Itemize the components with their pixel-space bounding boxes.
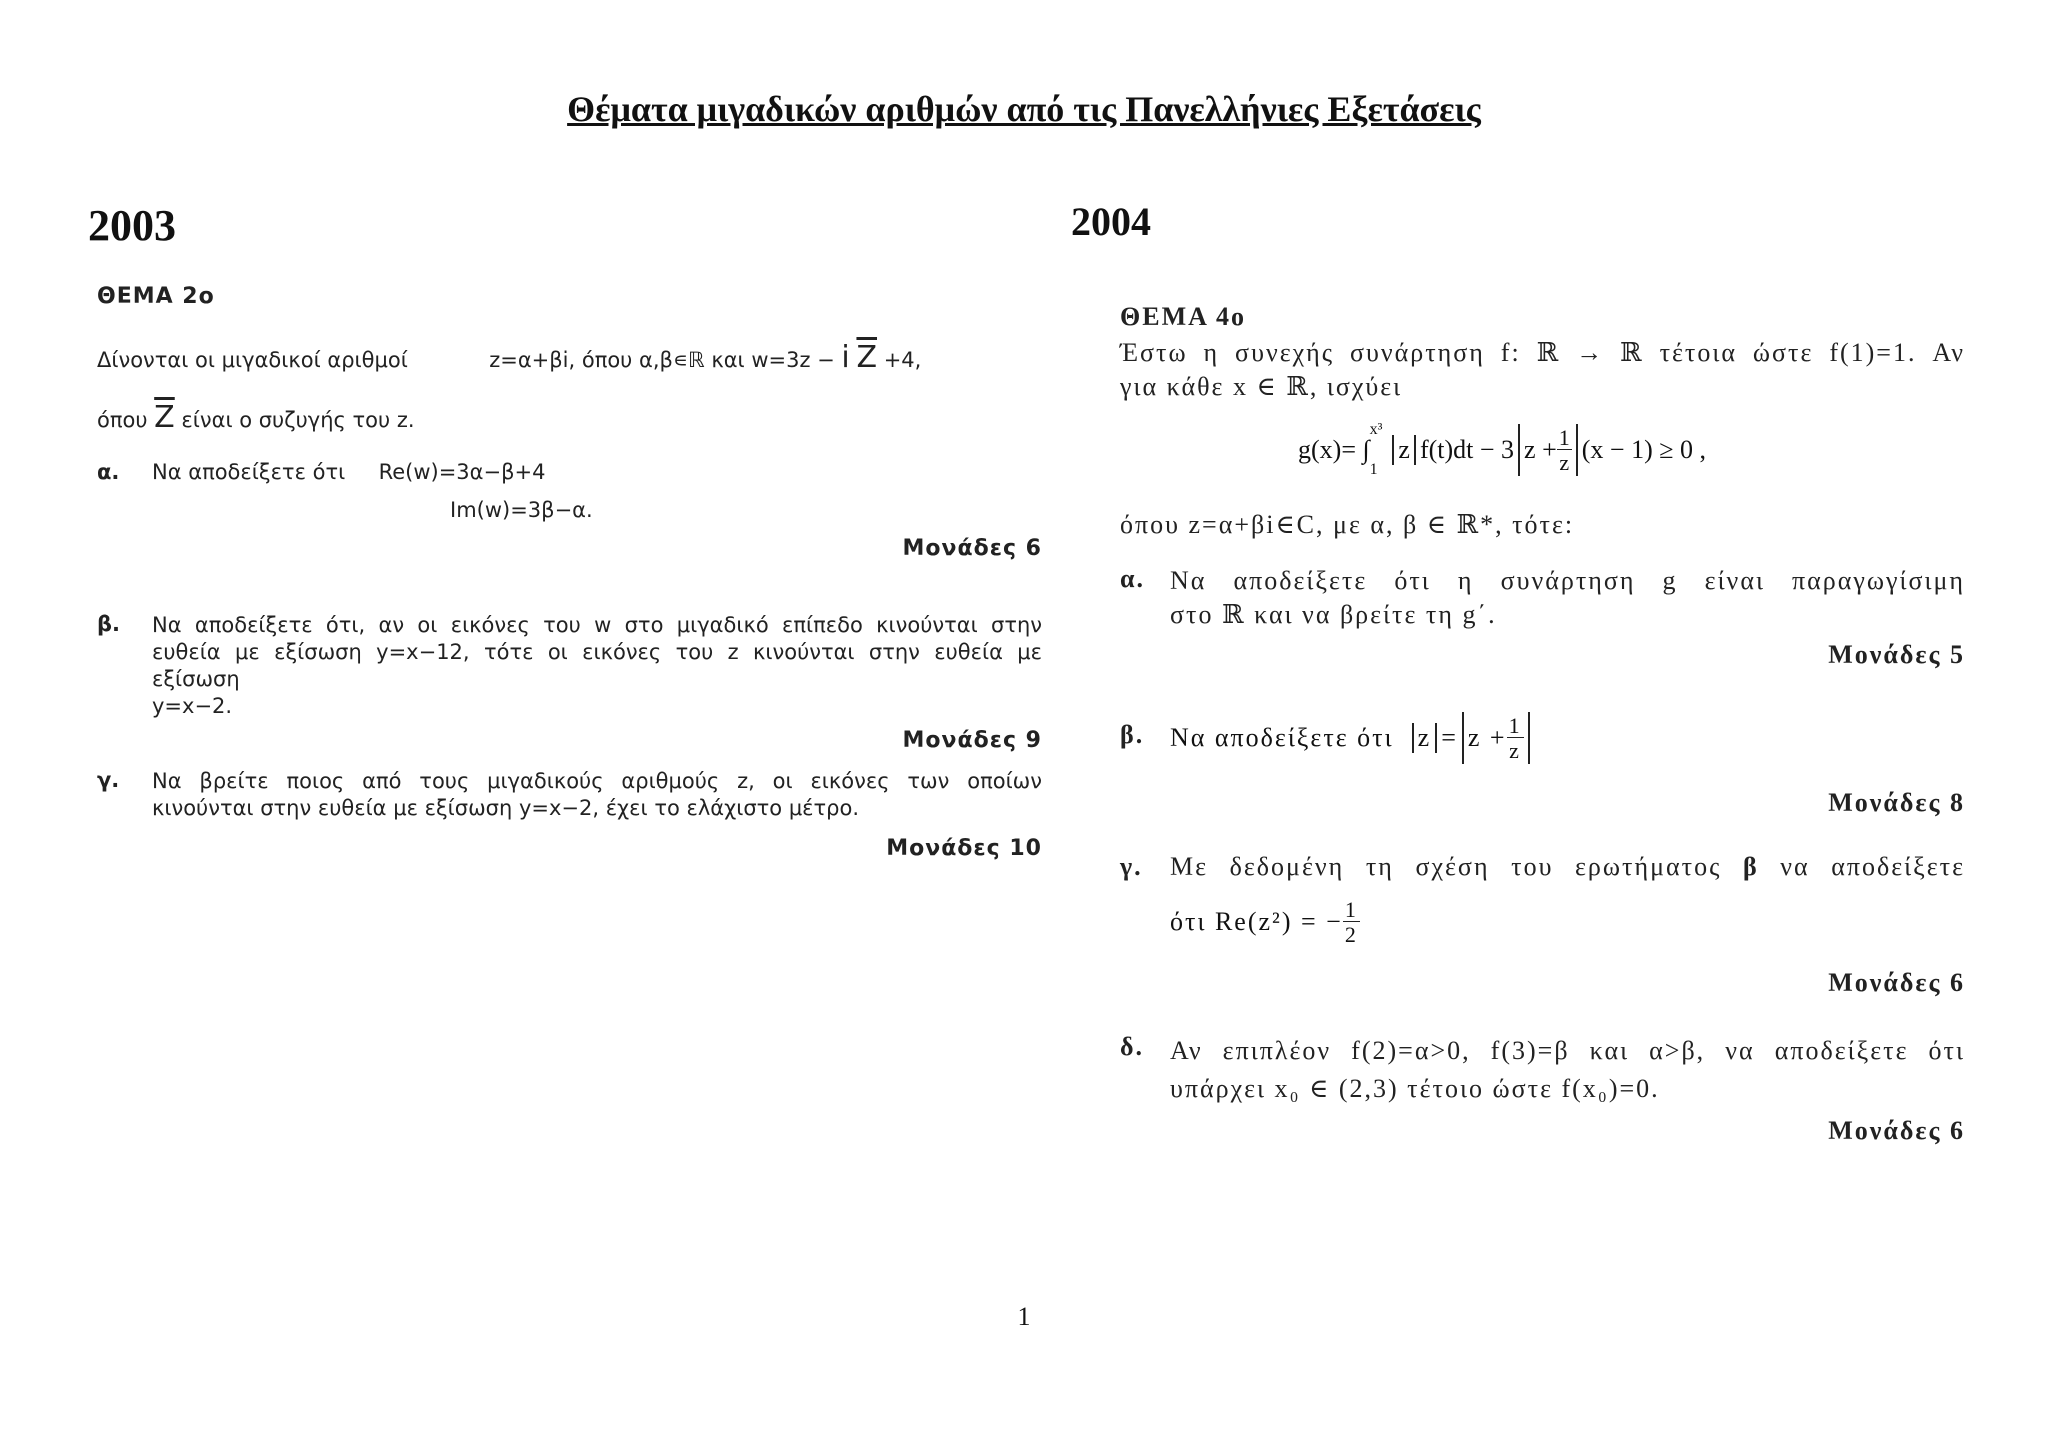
right-part-c-ref: β	[1742, 852, 1759, 881]
right-part-b-prompt: Να αποδείξετε ότι	[1170, 723, 1394, 752]
right-part-d-text	[1170, 1032, 1965, 1108]
right-part-a-label: α.	[1120, 564, 1146, 593]
left-intro-formula: z=α+βi, όπου α,β∊ℝ και w=3z −	[489, 348, 842, 372]
left-part-b-label: β.	[97, 612, 121, 636]
right-part-c-marks: Μονάδες 6	[1828, 968, 1965, 997]
right-part-b-eq: =	[1441, 723, 1458, 752]
right-g-mid: f(t)dt − 3	[1419, 435, 1515, 464]
left-part-a-prompt: Να αποδείξετε ότι	[152, 460, 346, 484]
right-part-b-den: z	[1507, 737, 1524, 762]
right-intro-line-2: για κάθε x ∈ ℝ, ισχύει	[1120, 372, 1403, 401]
left-part-a-formula-2: Im(w)=3β−α.	[450, 498, 593, 522]
page-title: Θέματα μιγαδικών αριθμών από τις Πανελλήνιες Εξετάσεις	[567, 89, 1481, 129]
year-2003: 2003	[88, 201, 176, 250]
right-part-c-text-c: να αποδείξετε	[1758, 852, 1965, 881]
right-g-den: z	[1557, 449, 1572, 474]
right-part-c-line-2	[1170, 890, 1360, 954]
right-part-d-label: δ.	[1120, 1032, 1144, 1061]
right-part-b-label: β.	[1120, 720, 1145, 749]
left-part-a-marks: Μονάδες 6	[902, 536, 1042, 561]
right-part-c-formula: ότι Re(z²) = −	[1170, 907, 1343, 936]
left-problem-heading: ΘΕΜΑ 2ο	[97, 284, 215, 309]
right-g-limits	[1370, 422, 1383, 478]
right-part-b-zplus: z +	[1467, 723, 1507, 752]
left-part-a-label: α.	[97, 460, 120, 484]
right-condition: όπου z=α+βi∈C, με α, β ∈ ℝ*, τότε:	[1120, 510, 1575, 539]
left-part-b-line-1: Να αποδείξετε ότι, αν οι εικόνες του w στο μιγαδικό επίπεδο κινούνται στην	[152, 613, 1042, 637]
left-intro-2a: όπου	[97, 408, 155, 432]
left-part-c-label: γ.	[97, 768, 120, 792]
left-part-c-line-2: κινούνται στην ευθεία με εξίσωση y=x−2, έχει το ελάχιστο μέτρο.	[152, 796, 860, 820]
right-intro	[1120, 336, 1965, 404]
right-g-num: 1	[1558, 424, 1570, 450]
right-g-lhs: g(x)= ∫	[1298, 435, 1370, 464]
left-intro-tail: +4,	[877, 348, 922, 372]
page-number: 1	[1017, 1302, 1031, 1331]
right-part-c-den: 2	[1344, 921, 1358, 947]
right-part-a-marks: Μονάδες 5	[1828, 640, 1965, 669]
left-part-b-line-2: ευθεία με εξίσωση y=x−12, τότε οι εικόνες του z κινούνται στην ευθεία με	[152, 640, 1042, 664]
left-intro-2-zbar: $\overline{Z}$	[154, 400, 175, 435]
right-intro-line-1: Έστω η συνεχής συνάρτηση f: ℝ → ℝ τέτοια ώστε f(1)=1. Αν	[1120, 338, 1965, 367]
left-intro-line-2	[97, 400, 415, 435]
left-part-c-marks: Μονάδες 10	[886, 836, 1042, 861]
right-g-tail: (x − 1) ≥ 0 ,	[1581, 435, 1706, 464]
right-g-upper: x³	[1369, 421, 1383, 438]
left-part-b-line-3: εξίσωση	[152, 667, 240, 691]
right-part-a-text	[1170, 564, 1965, 632]
left-intro-2b: είναι ο συζυγής του z.	[174, 408, 415, 432]
right-part-c-label: γ.	[1120, 852, 1143, 881]
left-part-c-line-1: Να βρείτε ποιος από τους μιγαδικούς αριθμούς z, οι εικόνες των οποίων	[152, 769, 1042, 793]
right-part-a-line-1: Να αποδείξετε ότι η συνάρτηση g είναι παραγωγίσιμη	[1170, 566, 1965, 595]
right-part-c-text-a: Με δεδομένη τη σχέση του ερωτήματος	[1170, 852, 1743, 881]
left-part-c-text	[152, 768, 1042, 822]
right-g-formula	[1298, 410, 1706, 490]
right-part-c-line-1-inner	[1170, 852, 1965, 882]
left-part-b-marks: Μονάδες 9	[902, 728, 1042, 753]
right-part-d-line-2: υπάρχει x₀ ∈ (2,3) τέτοιο ώστε f(x₀)=0.	[1170, 1074, 1660, 1103]
right-g-lower: 1	[1369, 461, 1378, 478]
left-part-a-formula-1: Re(w)=3α−β+4	[378, 460, 546, 484]
right-part-c-fraction	[1343, 896, 1360, 947]
right-g-zplus: z +	[1524, 435, 1557, 464]
right-part-d-marks: Μονάδες 6	[1828, 1116, 1965, 1145]
right-part-b-fraction	[1507, 712, 1524, 763]
right-g-z: z	[1398, 435, 1410, 464]
right-part-a-line-2: στο ℝ και να βρείτε τη g΄.	[1170, 600, 1497, 629]
left-intro-text: Δίνονται οι μιγαδικοί αριθμοί	[97, 348, 408, 372]
right-part-b-text	[1170, 702, 1534, 774]
right-part-b-lhs: z	[1417, 723, 1432, 752]
right-part-c-line-1	[1170, 852, 1965, 882]
right-part-b-marks: Μονάδες 8	[1828, 788, 1965, 817]
right-g-fraction	[1557, 424, 1572, 475]
right-problem-heading: ΘΕΜΑ 4ο	[1120, 302, 1246, 331]
left-part-b-text	[152, 612, 1042, 720]
left-part-b-line-4: y=x−2.	[152, 694, 233, 718]
left-part-a-text	[152, 460, 545, 484]
year-2004: 2004	[1071, 199, 1151, 244]
right-part-c-num: 1	[1344, 896, 1358, 922]
right-part-d-line-1: Αν επιπλέον f(2)=α>0, f(3)=β και α>β, να αποδείξετε ότι	[1170, 1036, 1965, 1065]
left-intro-i: i	[841, 340, 850, 375]
left-intro-line-1	[97, 340, 1057, 375]
right-part-b-num: 1	[1508, 712, 1522, 738]
left-intro-zbar: $\overline{Z}$	[856, 340, 878, 375]
